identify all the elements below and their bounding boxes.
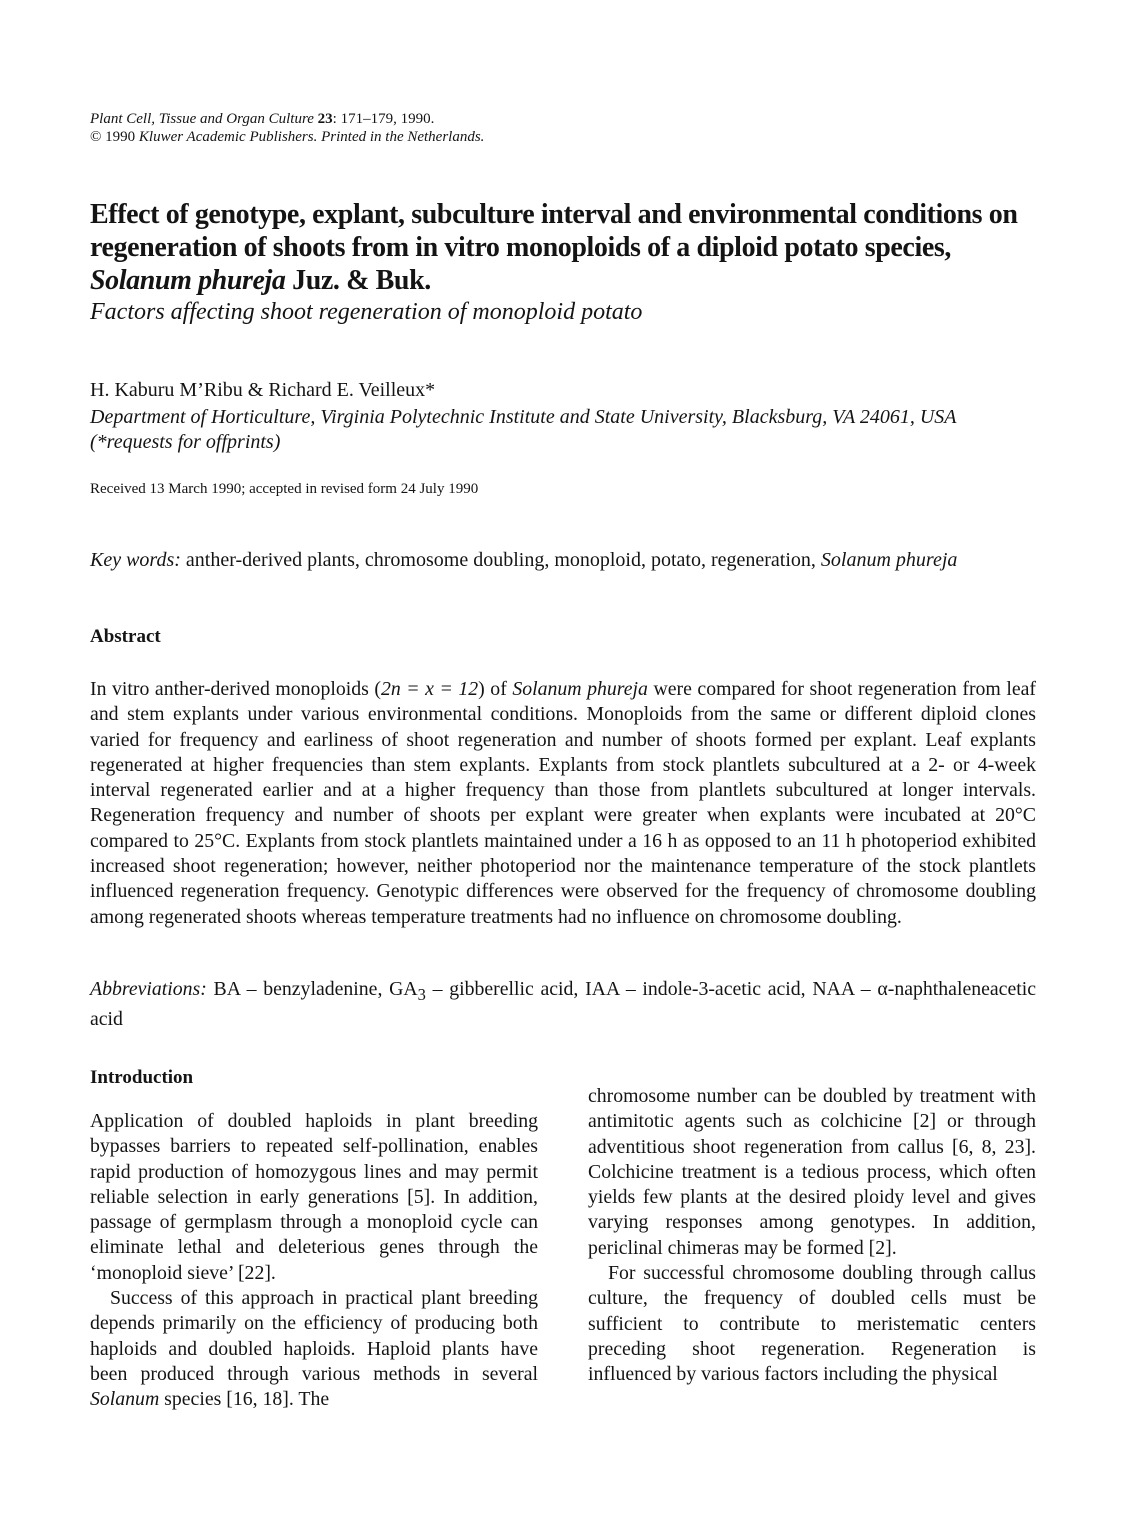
paper-title xyxy=(90,198,1050,297)
intro-paragraph-2-species: Solanum xyxy=(90,1388,160,1411)
journal-name: Plant Cell, Tissue and Organ Culture xyxy=(90,111,314,127)
author-list: H. Kaburu M’Ribu & Richard E. Veilleux* xyxy=(90,379,436,401)
copyright-notice: © 1990 xyxy=(90,129,136,145)
left-column xyxy=(90,1109,538,1413)
keywords-text: anther-derived plants, chromosome doubling, monoploid, potato, regeneration, xyxy=(180,549,821,571)
abstract-species: Solanum phureja xyxy=(512,678,648,700)
intro-paragraph-2-text-b: species [16, 18]. The xyxy=(159,1388,330,1411)
introduction-heading: Introduction xyxy=(90,1067,194,1088)
intro-paragraph-4: For successful chromosome doubling through callus culture, the frequency of doubled cells must be sufficient to contribute to meristematic centers preceding shoot regeneration. Regeneration is influenced by various factors including the physical xyxy=(588,1262,1036,1386)
keywords-species: Solanum phureja xyxy=(820,549,958,571)
title-part-2: Juz. & Buk. xyxy=(285,265,431,296)
keywords xyxy=(90,548,1035,573)
received-dates: Received 13 March 1990; accepted in revised form 24 July 1990 xyxy=(90,481,479,497)
abstract-heading: Abstract xyxy=(90,626,161,647)
author-affiliation: Department of Horticulture, Virginia Polytechnic Institute and State University, Blacksburg, VA 24061, USA (*requests for offprints) xyxy=(90,406,957,453)
intro-paragraph-2-text-a: Success of this approach in practical plant breeding depends primarily on the efficiency of producing both haploids and doubled haploids. Haploid plants have been produced through various methods in several xyxy=(90,1287,538,1385)
intro-paragraph-1: Application of doubled haploids in plant breeding bypasses barriers to repeated self-pollination, enables rapid production of homozygous lines and may permit reliable selection in early generations [5]. In addition, passage of germplasm through a monoploid cycle can eliminate lethal and deleterious genes through the ‘monoploid sieve’ [22]. xyxy=(90,1110,538,1284)
journal-volume: 23 xyxy=(317,111,333,127)
abbreviations-label: Abbreviations: xyxy=(90,978,207,1000)
title-part-1: Effect of genotype, explant, subculture interval and environmental conditions on regeneration of shoots from in vitro monoploids of a diploid potato species, xyxy=(90,199,1018,263)
intro-paragraph-2 xyxy=(90,1286,538,1412)
intro-paragraph-3: chromosome number can be doubled by treatment with antimitotic agents such as colchicine [2] or through adventitious shoot regeneration from callus [6, 8, 23]. Colchicine treatment is a tedious process, which often yields few plants at the desired ploidy level and gives varying responses among genotypes. In addition, periclinal chimeras may be formed [2]. xyxy=(588,1085,1036,1259)
paper-subtitle: Factors affecting shoot regeneration of monoploid potato xyxy=(90,299,643,325)
publisher-line: Kluwer Academic Publishers. Printed in the Netherlands. xyxy=(138,129,485,145)
abstract-formula: 2n = x = 12 xyxy=(380,678,479,700)
abbreviations xyxy=(90,977,1036,1033)
abbreviations-text-1: BA – benzyladenine, GA xyxy=(206,978,418,1000)
abstract-text-2: ) of xyxy=(478,678,513,700)
abbreviations-subscript: 3 xyxy=(417,984,426,1004)
abbreviations-text-2: – gibberellic acid, IAA – indole-3-acetic acid, NAA – α-naphthaleneacetic acid xyxy=(90,978,1037,1031)
journal-line-1 xyxy=(90,110,790,128)
journal-pages: : 171–179, 1990. xyxy=(332,111,435,127)
abstract-text-3: were compared for shoot regeneration from leaf and stem explants under various environmental conditions. Monoploids from the same or different diploid clones varied for frequency and earliness of shoot regeneration and number of shoots formed per explant. Leaf explants regenerated at higher frequencies than stem explants. Explants from stock plantlets subcultured at a 2- or 4-week interval regenerated earlier and at a higher frequency than those from plantlets subcultured at longer intervals. Regeneration frequency and number of shoots per explant were greater when explants were incubated at 20°C compared to 25°C. Explants from stock plantlets maintained under a 16 h as opposed to an 11 h photoperiod exhibited increased shoot regeneration; however, neither photoperiod nor the maintenance temperature of the stock plantlets influenced regeneration frequency. Genotypic differences were observed for the frequency of chromosome doubling among regenerated shoots whereas temperature treatments had no influence on chromosome doubling. xyxy=(90,678,1036,928)
title-species: Solanum phureja xyxy=(90,265,286,296)
right-column xyxy=(588,1084,1036,1388)
keywords-label: Key words: xyxy=(90,549,181,571)
journal-line-2 xyxy=(90,128,790,146)
abstract-text xyxy=(90,677,1036,930)
abstract-text-1: In vitro anther-derived monoploids ( xyxy=(90,678,381,700)
journal-citation xyxy=(90,110,790,146)
